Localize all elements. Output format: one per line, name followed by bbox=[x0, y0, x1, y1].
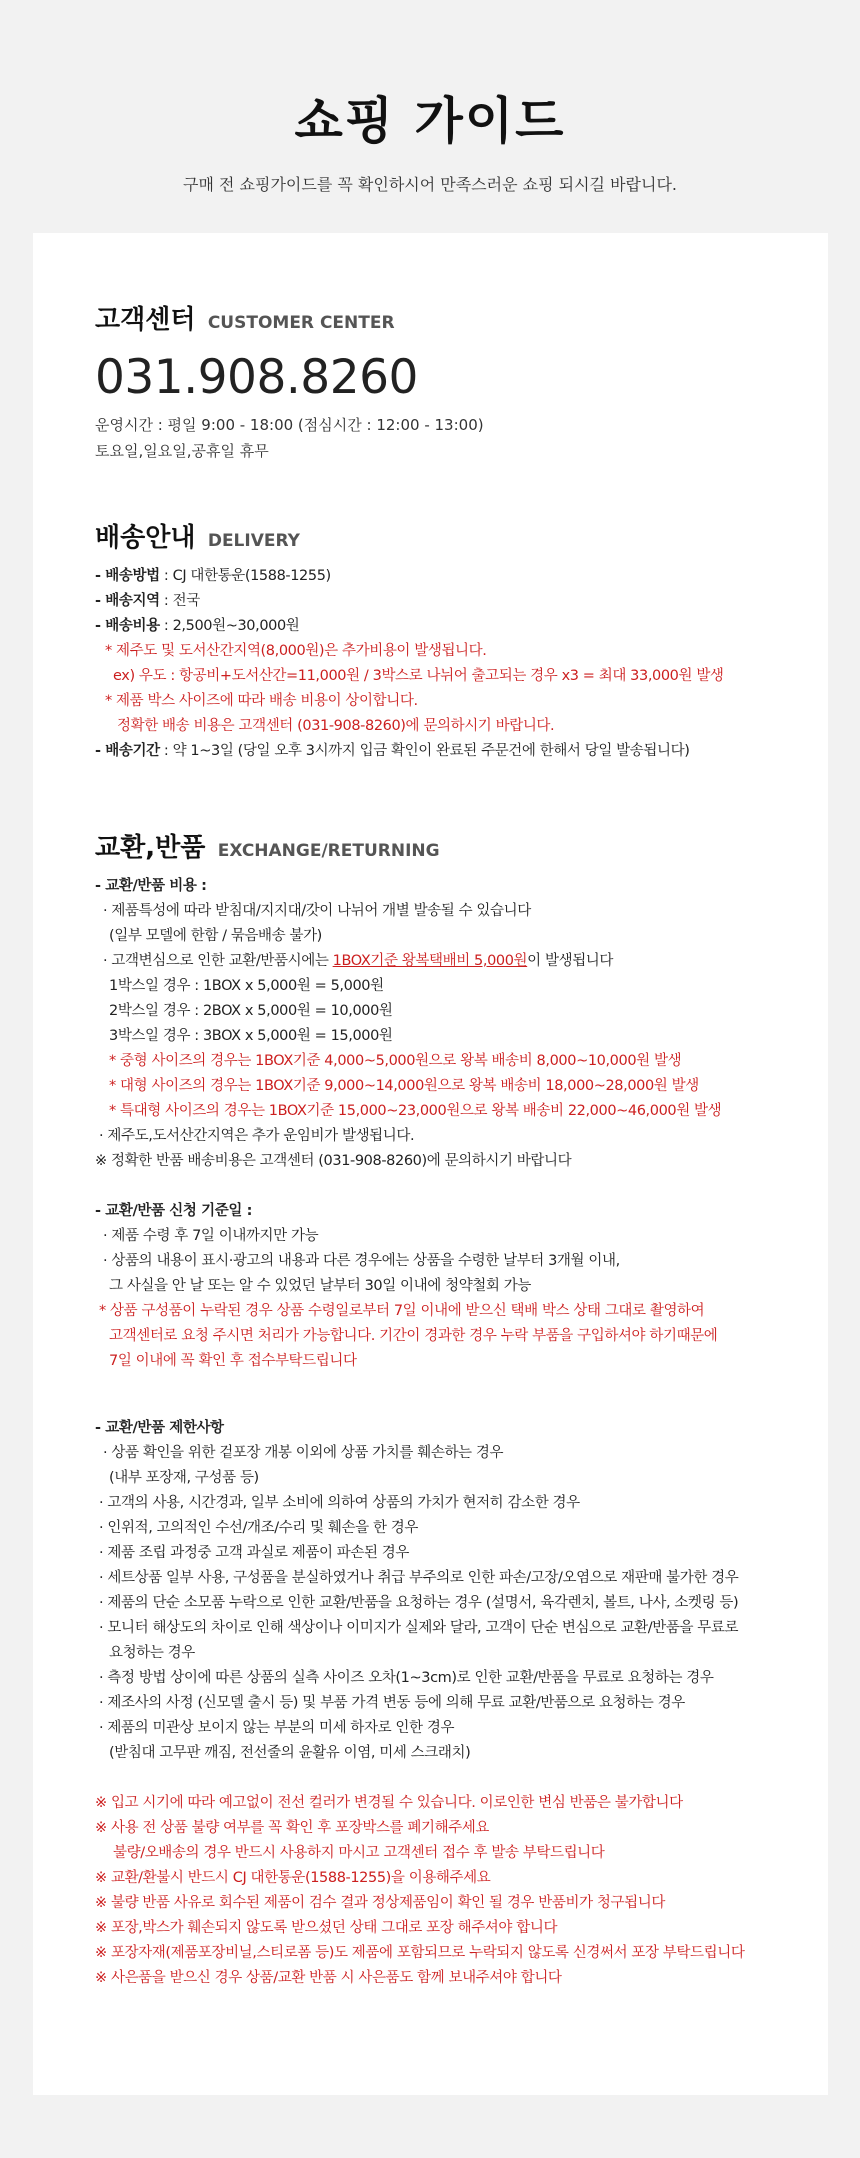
delivery-note: * 제품 박스 사이즈에 따라 배송 비용이 상이합니다. bbox=[105, 693, 418, 709]
size-fee-note: * 중형 사이즈의 경우는 1BOX기준 4,000~5,000원으로 왕복 배송비 8,000~10,000원 발생 bbox=[109, 1053, 682, 1069]
warning-note: 불량/오배송의 경우 반드시 사용하지 마시고 고객센터 접수 후 발송 부탁드립니다 bbox=[113, 1845, 605, 1861]
operating-hours-holiday: 토요일,일요일,공휴일 휴무 bbox=[95, 442, 269, 461]
delivery-note: * 제주도 및 도서산간지역(8,000원)은 추가비용이 발생됩니다. bbox=[105, 643, 487, 659]
list-item: · 제품의 단순 소모품 누락으로 인한 교환/반품을 요청하는 경우 (설명서, 육각렌치, 볼트, 나사, 소켓링 등) bbox=[99, 1595, 739, 1611]
delivery-area bbox=[95, 589, 808, 614]
delivery-section bbox=[95, 517, 808, 764]
page-subtitle: 구매 전 쇼핑가이드를 꼭 확인하시어 만족스러운 쇼핑 되시길 바랍니다. bbox=[183, 175, 677, 194]
list-item: · 제주도,도서산간지역은 추가 운임비가 발생됩니다. bbox=[99, 1128, 415, 1144]
exchange-title bbox=[95, 827, 808, 864]
customer-center-section bbox=[95, 299, 808, 464]
cost-text: 이 발생됩니다 bbox=[527, 953, 614, 969]
operating-hours bbox=[95, 412, 808, 464]
box-fee-row: 3박스일 경우 : 3BOX x 5,000원 = 15,000원 bbox=[109, 1028, 393, 1044]
customer-center-title bbox=[95, 299, 808, 336]
delivery-cost-value: : 2,500원~30,000원 bbox=[159, 618, 300, 634]
page-title: 쇼핑 가이드 bbox=[294, 92, 566, 150]
list-item: (받침대 고무판 깨짐, 전선줄의 윤활유 이염, 미세 스크래치) bbox=[109, 1745, 471, 1761]
delivery-area-label: - 배송지역 bbox=[95, 593, 160, 609]
cost-text: · 고객변심으로 인한 교환/반품시에는 bbox=[103, 953, 333, 969]
list-item bbox=[95, 949, 808, 974]
phone-number: 031.908.8260 bbox=[95, 350, 418, 405]
operating-hours-weekday: 운영시간 : 평일 9:00 - 18:00 (점심시간 : 12:00 - 13:00) bbox=[95, 416, 484, 435]
delivery-details bbox=[95, 564, 808, 764]
warning-note: ※ 사은품을 받으신 경우 상품/교환 반품 시 사은품도 함께 보내주셔야 합니다 bbox=[95, 1970, 562, 1986]
delivery-period-label: - 배송기간 bbox=[95, 743, 160, 759]
warning-note: ※ 교환/환불시 반드시 CJ 대한통운(1588-1255)을 이용해주세요 bbox=[95, 1870, 491, 1886]
list-item: · 제품 조립 과정중 고객 과실로 제품이 파손된 경우 bbox=[99, 1545, 410, 1561]
delivery-period-value: : 약 1~3일 (당일 오후 3시까지 입금 확인이 완료된 주문건에 한해서 당일 발송됩니다) bbox=[159, 743, 690, 759]
delivery-title-en: DELIVERY bbox=[207, 531, 300, 551]
list-item: 그 사실을 안 날 또는 알 수 있었던 날부터 30일 이내에 청약철회 가능 bbox=[109, 1278, 531, 1294]
list-item: · 세트상품 일부 사용, 구성품을 분실하였거나 취급 부주의로 인한 파손/고장/오염으로 재판매 불가한 경우 bbox=[99, 1570, 739, 1586]
list-item: · 상품의 내용이 표시·광고의 내용과 다른 경우에는 상품을 수령한 날부터 3개월 이내, bbox=[103, 1253, 620, 1269]
delivery-cost-label: - 배송비용 bbox=[95, 618, 160, 634]
warning-note: ※ 불량 반품 사유로 회수된 제품이 검수 결과 정상제품임이 확인 될 경우 반품비가 청구됩니다 bbox=[95, 1895, 665, 1911]
delivery-title-ko: 배송안내 bbox=[95, 523, 196, 553]
missing-parts-note: 7일 이내에 꼭 확인 후 접수부탁드립니다 bbox=[109, 1353, 357, 1369]
list-item: · 제품특성에 따라 받침대/지지대/갓이 나뉘어 개별 발송될 수 있습니다 bbox=[103, 903, 531, 919]
delivery-note: ex) 우도 : 항공비+도서산간=11,000원 / 3박스로 나뉘어 출고되는 경우 x3 = 최대 33,000원 발생 bbox=[113, 668, 724, 684]
box-fee-row: 1박스일 경우 : 1BOX x 5,000원 = 5,000원 bbox=[109, 978, 384, 994]
warning-note: ※ 사용 전 상품 불량 여부를 꼭 확인 후 포장박스를 폐기해주세요 bbox=[95, 1820, 490, 1836]
exchange-details bbox=[95, 874, 808, 1991]
warning-note: ※ 포장,박스가 훼손되지 않도록 받으셨던 상태 그대로 포장 해주셔야 합니다 bbox=[95, 1920, 558, 1936]
delivery-method-label: - 배송방법 bbox=[95, 568, 160, 584]
delivery-area-value: : 전국 bbox=[159, 593, 200, 609]
return-cost-inquiry: ※ 정확한 반품 배송비용은 고객센터 (031-908-8260)에 문의하시기 바랍니다 bbox=[95, 1153, 572, 1169]
delivery-note: 정확한 배송 비용은 고객센터 (031-908-8260)에 문의하시기 바랍니다. bbox=[117, 718, 555, 734]
size-fee-note: * 특대형 사이즈의 경우는 1BOX기준 15,000~23,000원으로 왕복 배송비 22,000~46,000원 발생 bbox=[109, 1103, 722, 1119]
exchange-limit-heading: - 교환/반품 제한사항 bbox=[95, 1420, 224, 1436]
size-fee-note: * 대형 사이즈의 경우는 1BOX기준 9,000~14,000원으로 왕복 배송비 18,000~28,000원 발생 bbox=[109, 1078, 699, 1094]
list-item: · 인위적, 고의적인 수선/개조/수리 및 훼손을 한 경우 bbox=[99, 1520, 418, 1536]
exchange-section bbox=[95, 827, 808, 1991]
exchange-title-ko: 교환,반품 bbox=[95, 833, 206, 863]
delivery-method bbox=[95, 564, 808, 589]
list-item: · 상품 확인을 위한 겉포장 개봉 이외에 상품 가치를 훼손하는 경우 bbox=[103, 1445, 504, 1461]
missing-parts-note: 고객센터로 요청 주시면 처리가 가능합니다. 기간이 경과한 경우 누락 부품을 구입하셔야 하기때문에 bbox=[109, 1328, 718, 1344]
list-item: · 제품의 미관상 보이지 않는 부분의 미세 하자로 인한 경우 bbox=[99, 1720, 455, 1736]
exchange-title-en: EXCHANGE/RETURNING bbox=[217, 841, 440, 861]
warning-note: ※ 입고 시기에 따라 예고없이 전선 컬러가 변경될 수 있습니다. 이로인한 변심 반품은 불가합니다 bbox=[95, 1795, 683, 1811]
list-item: · 측정 방법 상이에 따른 상품의 실측 사이즈 오차(1~3cm)로 인한 교환/반품을 무료로 요청하는 경우 bbox=[99, 1670, 714, 1686]
customer-center-title-en: CUSTOMER CENTER bbox=[207, 313, 395, 333]
missing-parts-note: * 상품 구성품이 누락된 경우 상품 수령일로부터 7일 이내에 받으신 택배 박스 상태 그대로 촬영하여 bbox=[99, 1303, 705, 1319]
list-item: 요청하는 경우 bbox=[109, 1645, 195, 1661]
delivery-cost bbox=[95, 614, 808, 639]
page-header bbox=[0, 0, 860, 195]
return-shipping-fee: 1BOX기준 왕복택배비 5,000원 bbox=[332, 953, 528, 969]
delivery-title bbox=[95, 517, 808, 554]
customer-center-title-ko: 고객센터 bbox=[95, 305, 196, 335]
list-item: · 모니터 해상도의 차이로 인해 색상이나 이미지가 실제와 달라, 고객이 단순 변심으로 교환/반품을 무료로 bbox=[99, 1620, 739, 1636]
list-item: · 제조사의 사정 (신모델 출시 등) 및 부품 가격 변동 등에 의해 무료 교환/반품으로 요청하는 경우 bbox=[99, 1695, 685, 1711]
guide-card bbox=[33, 233, 828, 2095]
list-item: · 고객의 사용, 시간경과, 일부 소비에 의하여 상품의 가치가 현저히 감소한 경우 bbox=[99, 1495, 580, 1511]
delivery-period bbox=[95, 739, 808, 764]
warning-note: ※ 포장자재(제품포장비닐,스티로폼 등)도 제품에 포함되므로 누락되지 않도록 신경써서 포장 부탁드립니다 bbox=[95, 1945, 745, 1961]
box-fee-row: 2박스일 경우 : 2BOX x 5,000원 = 10,000원 bbox=[109, 1003, 393, 1019]
exchange-cost-heading: - 교환/반품 비용 : bbox=[95, 878, 207, 894]
list-item: · 제품 수령 후 7일 이내까지만 가능 bbox=[103, 1228, 319, 1244]
list-item: (내부 포장재, 구성품 등) bbox=[109, 1470, 259, 1486]
exchange-apply-heading: - 교환/반품 신청 기준일 : bbox=[95, 1203, 252, 1219]
list-item: (일부 모델에 한함 / 묶음배송 불가) bbox=[109, 928, 322, 944]
delivery-method-value: : CJ 대한통운(1588-1255) bbox=[159, 568, 331, 584]
